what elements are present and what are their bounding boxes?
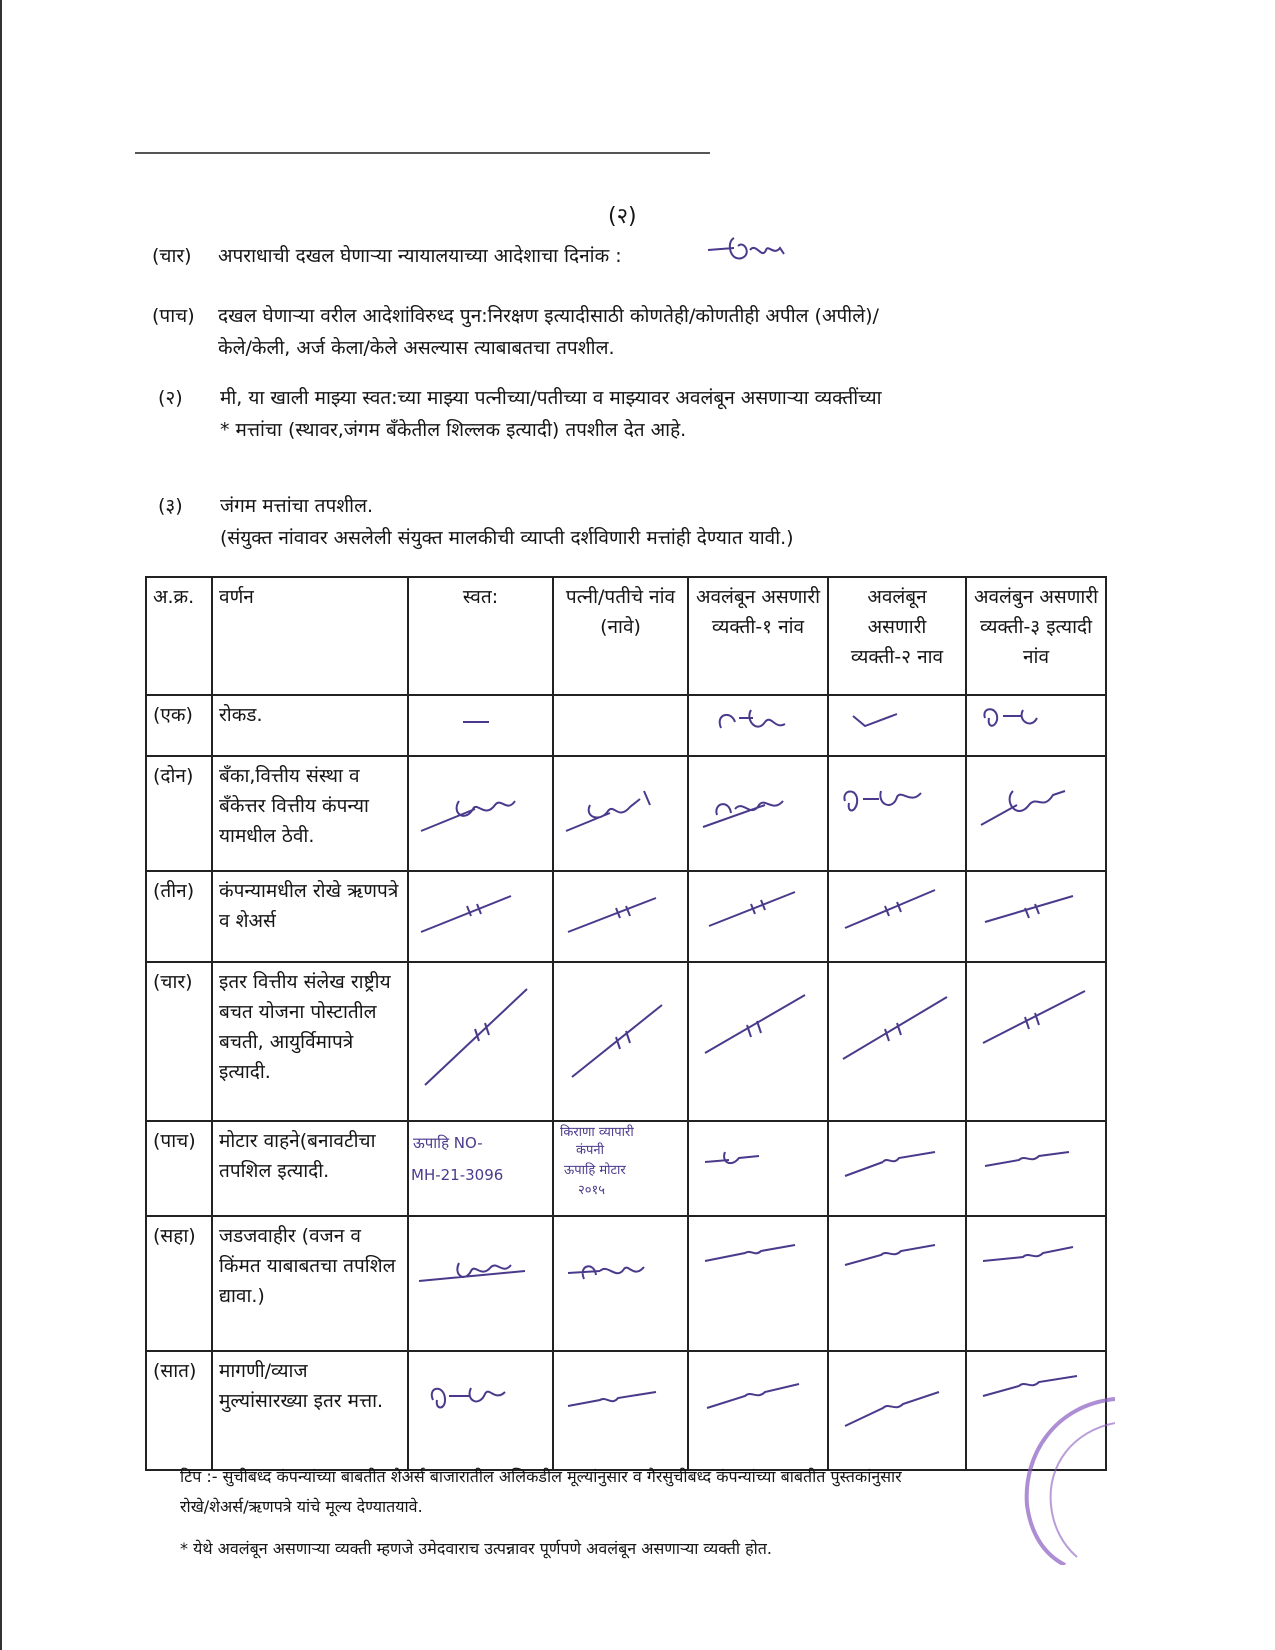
item-appeal-details — [152, 300, 1152, 370]
dash-mark — [688, 1351, 828, 1470]
dash-mark — [966, 962, 1106, 1121]
item-text-line: (संयुक्त नांवावर असलेली संयुक्त मालकीची व्याप्ती दर्शविणारी मत्तांही देण्यात यावी.) — [220, 527, 794, 549]
vehicle-self-line: ऊपाहि NO- — [413, 1134, 483, 1152]
signature-mark — [828, 756, 966, 871]
vehicle-self-line: MH-21-3096 — [411, 1166, 504, 1184]
movable-assets-table — [145, 576, 1107, 1471]
item-number: (चार) — [152, 245, 192, 267]
vehicle-spouse-line: कंपनी — [576, 1143, 604, 1158]
signature-mark — [553, 1216, 688, 1351]
item-text-line: जंगम मत्तांचा तपशील. — [220, 495, 374, 517]
dash-mark — [966, 871, 1106, 962]
row-number: (सात) — [146, 1351, 212, 1470]
vehicle-spouse-cell — [553, 1121, 688, 1216]
item-number: (पाच) — [152, 305, 195, 327]
table-row — [146, 695, 1106, 756]
header-dependent-1: अवलंबून असणारी व्यक्ती-१ नांव — [688, 577, 828, 695]
vehicle-spouse-line: किराणा व्यापारी — [560, 1125, 634, 1140]
dash-mark — [688, 1121, 828, 1216]
header-dependent-2: अवलंबून असणारी व्यक्ती-२ नाव — [828, 577, 966, 695]
dash-mark — [553, 1351, 688, 1470]
dash-mark — [828, 1351, 966, 1470]
scan-edge — [0, 0, 2, 1650]
note-line: रोखे/शेअर्स/ऋणपत्रे यांचे मूल्य देण्यातयावे. — [180, 1497, 423, 1516]
top-rule — [135, 152, 710, 154]
header-serial: अ.क्र. — [146, 577, 212, 695]
row-description: इतर वित्तीय संलेख राष्ट्रीय बचत योजना पोस्टातील बचती, आयुर्विमापत्रे इत्यादी. — [212, 962, 408, 1121]
row-description: जडजवाहीर (वजन व किंमत याबाबतचा तपशिल द्यावा.) — [212, 1216, 408, 1351]
date-signature-mark — [704, 232, 794, 282]
item-text: अपराधाची दखल घेणाऱ्या न्यायालयाच्या आदेशाचा दिनांक : — [218, 245, 622, 267]
row-description: बॅंका,वित्तीय संस्था व बॅंकेत्तर वित्तीय कंपन्या यामधील ठेवी. — [212, 756, 408, 871]
page-number: (२) — [608, 204, 637, 229]
item-text-line: दखल घेणाऱ्या वरील आदेशांविरुध्द पुन:निरक्षण इत्यादीसाठी कोणतेही/कोणतीही अपील (अपीले)/ — [218, 305, 879, 327]
signature-mark — [688, 695, 828, 756]
table-row — [146, 1216, 1106, 1351]
row-number: (तीन) — [146, 871, 212, 962]
signature-mark — [553, 756, 688, 871]
table-row — [146, 1121, 1106, 1216]
dash-mark — [688, 962, 828, 1121]
row-number: (दोन) — [146, 756, 212, 871]
signature-mark — [966, 695, 1106, 756]
dash-mark — [553, 871, 688, 962]
signature-mark — [688, 756, 828, 871]
header-description: वर्णन — [212, 577, 408, 695]
dash-mark — [408, 962, 553, 1121]
row-number: (पाच) — [146, 1121, 212, 1216]
vehicle-spouse-line: ऊपाहि मोटार — [564, 1163, 626, 1178]
item-text-line: मी, या खाली माझ्या स्वत:च्या माझ्या पत्नीच्या/पतीच्या व माझ्यावर अवलंबून असणाऱ्या व्यक्तींच्या — [220, 387, 882, 409]
dash-mark — [828, 1216, 966, 1351]
empty-cell — [553, 695, 688, 756]
table-row — [146, 1351, 1106, 1470]
row-description: कंपन्यामधील रोखे ऋणपत्रे व शेअर्स — [212, 871, 408, 962]
row-description: मोटार वाहने(बनावटीचा तपशिल इत्यादी. — [212, 1121, 408, 1216]
signature-mark — [966, 756, 1106, 871]
row-number: (सहा) — [146, 1216, 212, 1351]
row-number: (एक) — [146, 695, 212, 756]
dash-mark — [408, 871, 553, 962]
item-movable-assets — [158, 490, 1158, 560]
item-court-order-date — [152, 240, 1152, 276]
item-assets-declaration — [158, 382, 1158, 452]
table-row — [146, 756, 1106, 871]
signature-mark — [408, 1216, 553, 1351]
dash-mark — [828, 962, 966, 1121]
item-text-line: केले/केली, अर्ज केला/केले असल्यास त्याबाबतचा तपशील. — [218, 337, 615, 359]
dash-mark — [688, 1216, 828, 1351]
dash-mark — [966, 1216, 1106, 1351]
dash-mark — [553, 962, 688, 1121]
signature-mark — [408, 756, 553, 871]
table-header-row — [146, 577, 1106, 695]
note-line: टिप :- सुचीबध्द कंपन्यांच्या बाबतीत शेअर्स बाजारातील अलिकडील मूल्यांनुसार व गैरसुचीबध्द कंपन्यांच्या बाबतीत पुस्तकांनुसार — [180, 1467, 902, 1486]
item-number: (३) — [158, 495, 183, 517]
header-self: स्वत: — [408, 577, 553, 695]
dash-mark — [688, 871, 828, 962]
dash-mark — [408, 695, 553, 756]
item-number: (२) — [158, 387, 183, 409]
check-mark — [828, 695, 966, 756]
official-stamp-partial — [1015, 1395, 1115, 1569]
header-dependent-3: अवलंबुन असणारी व्यक्ती-३ इत्यादी नांव — [966, 577, 1106, 695]
dash-mark — [966, 1121, 1106, 1216]
dash-mark — [828, 1121, 966, 1216]
vehicle-spouse-line: २०१५ — [578, 1183, 606, 1198]
table-row — [146, 871, 1106, 962]
table-row — [146, 962, 1106, 1121]
row-number: (चार) — [146, 962, 212, 1121]
item-text-line: * मत्तांचा (स्थावर,जंगम बॅंकेतील शिल्लक इत्यादी) तपशील देत आहे. — [220, 419, 687, 441]
dash-mark — [828, 871, 966, 962]
signature-mark — [408, 1351, 553, 1470]
vehicle-self-cell — [408, 1121, 553, 1216]
row-description: रोकड. — [212, 695, 408, 756]
row-description: मागणी/व्याज मुल्यांसारख्या इतर मत्ता. — [212, 1351, 408, 1470]
note-line: * येथे अवलंबून असणाऱ्या व्यक्ती म्हणजे उमेदवाराच उत्पन्नावर पूर्णपणे अवलंबून असणाऱ्या व्यक्ती होत. — [180, 1539, 772, 1558]
header-spouse: पत्नी/पतीचे नांव (नावे) — [553, 577, 688, 695]
